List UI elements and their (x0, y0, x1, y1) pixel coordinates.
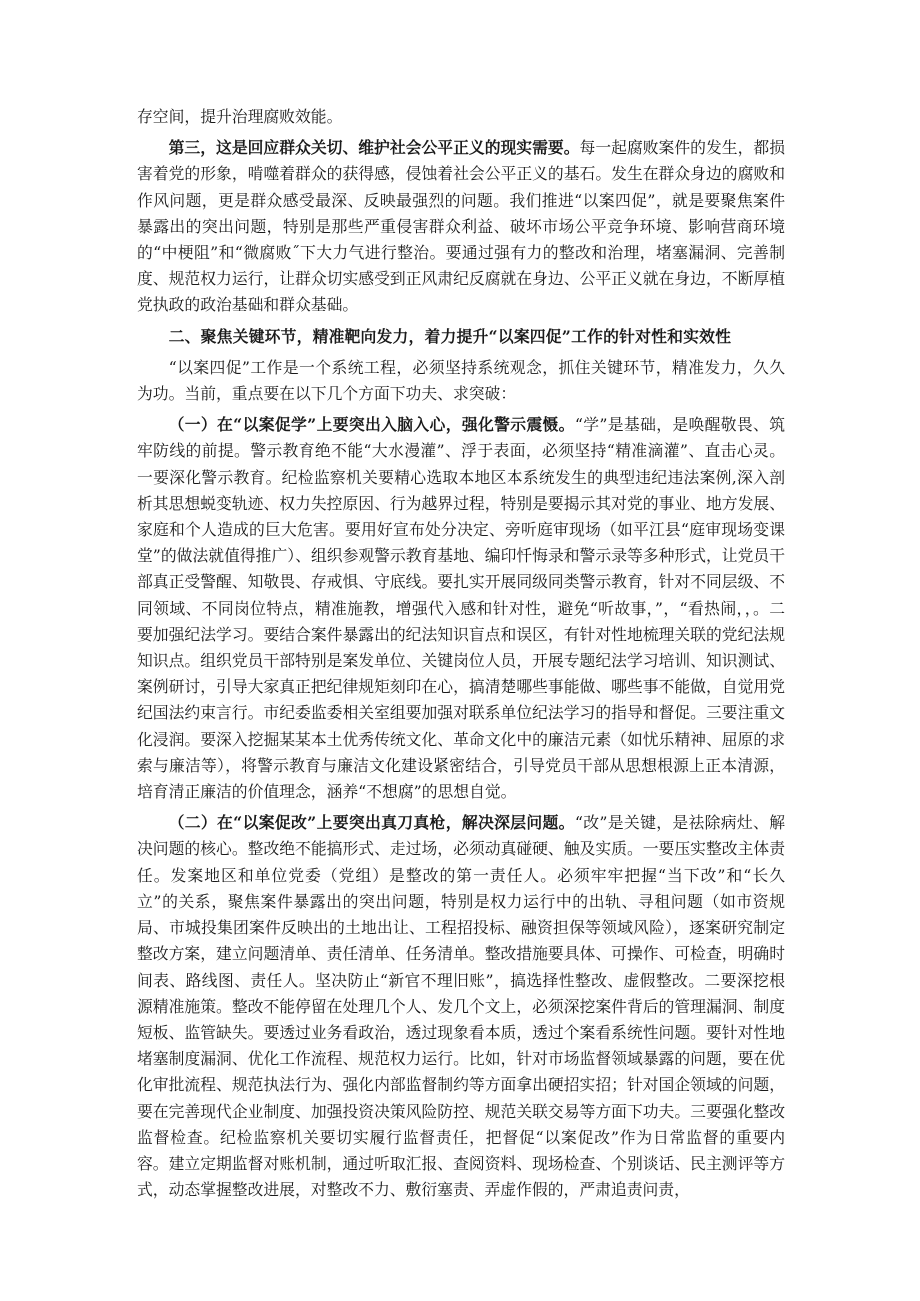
section-two-intro: “以案四促”工作是一个系统工程，必须坚持系统观念，抓住关键环节，精准发力，久久为功。当前，重点要在以下几个方面下功夫、求突破： (137, 357, 785, 404)
section-two-heading: 二、聚焦关键环节，精准靶向发力，着力提升“以案四促”工作的针对性和实效性 (168, 326, 732, 346)
point-three-paragraph (137, 135, 785, 318)
point-three-lead: 第三，这是回应群众关切、维护社会公平正义的现实需要。 (168, 138, 580, 158)
item-one-body: “学”是基础，是唤醒敬畏、筑牢防线的前提。警示教育绝不能“大水漫灌”、浮于表面，必须坚持“精准滴灌”、直击心灵。一要深化警示教育。纪检监察机关要精心选取本地区本系统发生的典型违纪违法案例,深入剖析其思想蜕变轨迹、权力失控原因、行为越界过程，特别是要揭示其对党的事业、地方发展、家庭和个人造成的巨大危害。要用好宣布处分决定、旁听庭审现场（如平江县“庭审现场变课堂”的做法就值得推广）、组织参观警示教育基地、编印忏悔录和警示录等多种形式，让党员干部真正受警醒、知敬畏、存戒惧、守底线。要扎实开展同级同类警示教育，针对不同层级、不同领域、不同岗位特点，精准施教，增强代入感和针对性，避免“听故事，”，“看热闹，，。二要加强纪法学习。要结合案件暴露出的纪法知识盲点和误区，有针对性地梳理关联的党纪法规知识点。组织党员干部特别是案发单位、关键岗位人员，开展专题纪法学习培训、知识测试、案例研讨，引导大家真正把纪律规矩刻印在心，搞清楚哪些事能做、哪些事不能做，自觉用党纪国法约束言行。市纪委监委相关室组要加强对联系单位纪法学习的指导和督促。三要注重文化浸润。要深入挖掘某某本土优秀传统文化、革命文化中的廉洁元素（如忧乐精神、屈原的求索与廉洁等），将警示教育与廉洁文化建设紧密结合，引导党员干部从思想根源上正本清源，培育清正廉洁的价值理念，涵养“不想腐”的思想自觉。 (137, 415, 785, 802)
point-three-body: 每一起腐败案件的发生，都损害着党的形象，啃噬着群众的获得感，侵蚀着社会公平正义的基石。发生在群众身边的腐败和作风问题，更是群众感受最深、反映最强烈的问题。我们推进“以案四促”，就是要聚焦案件暴露出的突出问题，特别是那些严重侵害群众利益、破坏市场公平竞争环境、影响营商环境的“中梗阻”和“微腐败˝下大力气进行整治。要通过强有力的整改和治理，堵塞漏洞、完善制度、规范权力运行，让群众切实感受到正风肃纪反腐就在身边、公平正义就在身边，不断厚植党执政的政治基础和群众基础。 (137, 138, 785, 315)
document-page (137, 104, 785, 1208)
item-two-lead: （二）在“以案促改”上要突出真刀真枪，解决深层问题。 (168, 813, 575, 833)
item-one-paragraph (137, 412, 785, 805)
continuation-paragraph: 存空间，提升治理腐败效能。 (137, 107, 343, 126)
item-one-lead: （一）在“以案促学”上要突出入脑入心，强化警示震慑。 (168, 415, 575, 435)
item-two-body: “改”是关键，是祛除病灶、解决问题的核心。整改绝不能搞形式、走过场，必须动真碰硬、触及实质。一要压实整改主体责任。发案地区和单位党委（党组）是整改的第一责任人。必须牢牢把握“当下改”和“长久立”的关系，聚焦案件暴露出的突出问题，特别是权力运行中的出轨、寻租问题（如市资规局、市城投集团案件反映出的土地出让、工程招投标、融资担保等领域风险），逐案研究制定整改方案，建立问题清单、责任清单、任务清单。整改措施要具体、可操作、可检查，明确时间表、路线图、责任人。坚决防止“新官不理旧账”，搞选择性整改、虚假整改。二要深挖根源精准施策。整改不能停留在处理几个人、发几个文上，必须深挖案件背后的管理漏洞、制度短板、监管缺失。要透过业务看政治，透过现象看本质，透过个案看系统性问题。要针对性地堵塞制度漏洞、优化工作流程、规范权力运行。比如，针对市场监督领域暴露的问题，要在优化审批流程、规范执法行为、强化内部监督制约等方面拿出硬招实招；针对国企领域的问题，要在完善现代企业制度、加强投资决策风险防控、规范关联交易等方面下功夫。三要强化整改监督检查。纪检监察机关要切实履行监督责任，把督促“以案促改”作为日常监督的重要内容。建立定期监督对账机制，通过听取汇报、查阅资料、现场检查、个别谈话、民主测评等方式，动态掌握整改进展，对整改不力、敷衍塞责、弄虚作假的，严肃追责问责， (137, 813, 785, 1200)
item-two-paragraph (137, 810, 785, 1203)
